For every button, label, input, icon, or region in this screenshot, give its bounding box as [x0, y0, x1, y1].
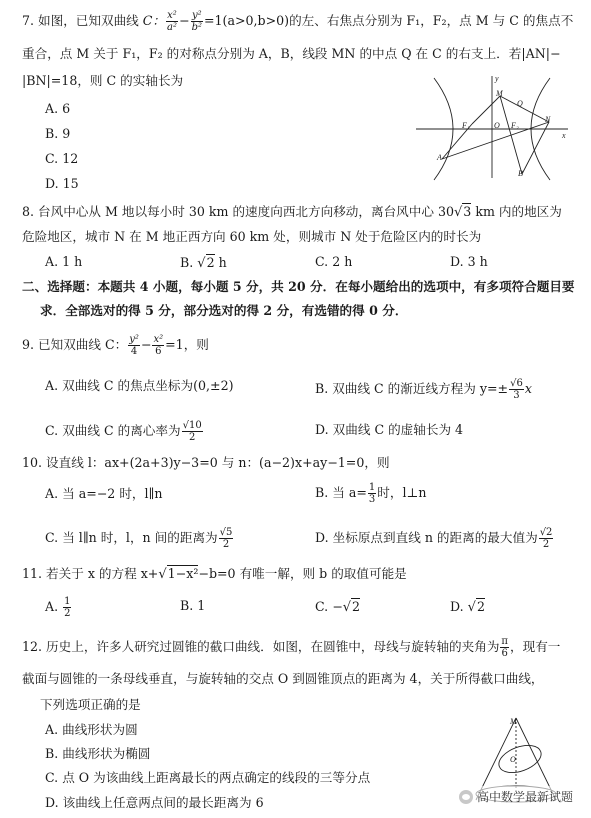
- section2-line2: 求．全部选对的得 5 分，部分选对的得 2 分，有选错的得 0 分．: [40, 303, 408, 318]
- label-B: B: [518, 169, 523, 178]
- label-F2: F₂: [511, 121, 519, 130]
- label-M: M: [510, 717, 517, 726]
- label-N: N: [545, 115, 551, 124]
- q10-stem: 10. 设直线 l：ax+(2a+3)y−3=0 与 n：(a−2)x+ay−1=0，则: [22, 455, 390, 470]
- q11-option-a: A. $\frac{1}{2}$: [45, 596, 71, 619]
- q8-option-b: B. √2 h: [180, 255, 227, 271]
- q8-option-c: C. 2 h: [315, 254, 353, 269]
- q7-line2: 重合，点 M 关于 F₁，F₂ 的对称点分别为 A，B，线段 MN 的中点 Q 在 C 的右支上．若|AN|−: [22, 46, 561, 61]
- q7-option-b: B. 9: [45, 126, 71, 141]
- q9-option-d: D. 双曲线 C 的虚轴长为 4: [315, 422, 464, 437]
- q12-option-a: A. 曲线形状为圆: [45, 722, 138, 737]
- label-O: O: [510, 755, 516, 764]
- q7-option-d: D. 15: [45, 176, 79, 191]
- q11-option-b: B. 1: [180, 598, 206, 613]
- q11-option-c: C. −√2: [315, 599, 361, 615]
- q12-line3: 下列选项正确的是: [40, 697, 141, 712]
- q8-option-a: A. 1 h: [45, 254, 83, 269]
- segment-MN: [500, 96, 549, 122]
- q10-option-d: D. 坐标原点到直线 n 的距离的最大值为 $\frac{√2}{2}$: [315, 527, 553, 550]
- section2-line1: 二、选择题：本题共 4 小题，每小题 5 分，共 20 分．在每小题给出的选项中，有多项符合题目要: [22, 279, 575, 294]
- hyperbola-figure: [412, 74, 572, 184]
- label-x: x: [562, 131, 566, 140]
- label-y: y: [495, 74, 499, 83]
- q12-line1: 12. 历史上，许多人研究过圆锥的截口曲线．如图，在圆锥中，母线与旋转轴的夹角为 $\frac{\pi}{6}$ ，现有一: [22, 636, 561, 659]
- q7-option-a: A. 6: [45, 101, 71, 116]
- segment-MF1: [472, 96, 500, 124]
- q11-stem: 11. 若关于 x 的方程 x+√1−x²−b=0 有唯一解，则 b 的取值可能是: [22, 566, 407, 582]
- q10-option-a: A. 当 a=−2 时，l∥n: [45, 486, 163, 501]
- label-Q: Q: [517, 99, 523, 108]
- wechat-icon: [459, 790, 473, 804]
- label-O: O: [494, 121, 500, 130]
- q9-option-c: C. 双曲线 C 的离心率为 $\frac{√10}{2}$: [45, 420, 202, 443]
- watermark: 高中数学最新试题: [455, 786, 577, 807]
- q9-stem: 9. 已知双曲线 C： $\frac{\text{y²}}{4}$ − $\frac{\text{x²}}{6}$ =1，则: [22, 334, 209, 357]
- q9-option-a: A. 双曲线 C 的焦点坐标为(0,±2): [45, 378, 234, 393]
- label-M: M: [496, 89, 503, 98]
- q12-line2: 截面与圆锥的一条母线垂直，与旋转轴的交点 O 到圆锥顶点的距离为 4，关于所得截口曲线，: [22, 671, 544, 686]
- q10-option-c: C. 当 l∥n 时，l，n 间的距离为 $\frac{√5}{2}$: [45, 527, 233, 550]
- q12-option-d: D. 该曲线上任意两点间的最长距离为 6: [45, 795, 264, 810]
- q12-option-c: C. 点 O 为该曲线上距离最长的两点确定的线段的三等分点: [45, 770, 371, 785]
- q9-option-b: B. 双曲线 C 的渐近线方程为 y=± $\frac{√6}{3}$ x: [315, 378, 532, 401]
- label-F1: F₁: [462, 121, 470, 130]
- q12-option-b: B. 曲线形状为椭圆: [45, 746, 151, 761]
- label-A: A: [437, 153, 442, 162]
- q7-option-c: C. 12: [45, 151, 79, 166]
- q8-line1: 8. 台风中心从 M 地以每小时 30 km 的速度向西北方向移动，离台风中心 30√3 km 内的地区为: [22, 204, 562, 220]
- q7-line1: 7. 如图，已知双曲线 C： $\frac{\text{x²}}{\text{a²}}$ − $\frac{\text{y²}}{\text{b²}}$ =1(a>0,b>0)的左、右焦点分别为 F₁，F₂，点 M 与 C 的焦点不: [22, 10, 574, 33]
- q10-option-b: B. 当 a= $\frac{1}{3}$ 时，l⊥n: [315, 482, 427, 505]
- fraction: $\frac{\text{x²}}{\text{a²}}$: [167, 10, 177, 33]
- q8-option-d: D. 3 h: [450, 254, 488, 269]
- q8-line2: 危险地区，城市 N 在 M 地正西方向 60 km 处，则城市 N 处于危险区内的时长为: [22, 229, 482, 244]
- q7-line3: |BN|=18，则 C 的实轴长为: [22, 73, 184, 88]
- q11-option-d: D. √2: [450, 599, 485, 615]
- fraction: $\frac{\text{y²}}{\text{b²}}$: [191, 10, 202, 33]
